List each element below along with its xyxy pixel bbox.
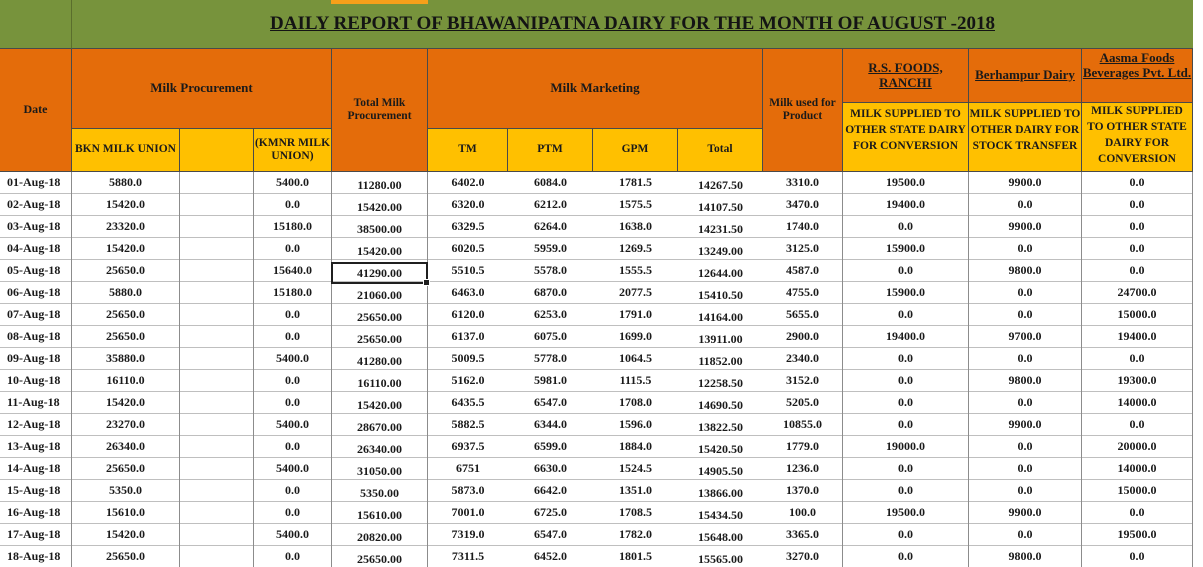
gpm-cell[interactable]: 1801.5 bbox=[619, 549, 652, 563]
gpm-cell[interactable]: 1596.0 bbox=[619, 417, 652, 431]
tm-cell[interactable]: 6020.5 bbox=[451, 241, 485, 255]
bkn-milk-union-cell[interactable]: 25650.0 bbox=[72, 304, 180, 326]
milk-used-for-product-cell[interactable]: 10855.0 bbox=[763, 414, 843, 436]
kmnr-milk-union-cell[interactable]: 5400.0 bbox=[254, 172, 332, 194]
ptm-cell[interactable]: 6547.0 bbox=[534, 527, 567, 541]
aasma-foods-cell[interactable]: 0.0 bbox=[1082, 216, 1193, 238]
total-cell[interactable]: 13822.50 bbox=[698, 420, 743, 434]
blank-cell[interactable] bbox=[180, 392, 254, 414]
date-cell[interactable]: 15-Aug-18 bbox=[0, 480, 72, 502]
kmnr-milk-union-cell[interactable]: 5400.0 bbox=[254, 458, 332, 480]
kmnr-milk-union-cell[interactable]: 0.0 bbox=[254, 502, 332, 524]
aasma-foods-cell[interactable]: 19300.0 bbox=[1082, 370, 1193, 392]
tm-cell[interactable]: 7319.0 bbox=[451, 527, 485, 541]
aasma-foods-header[interactable] bbox=[1082, 49, 1193, 103]
berhampur-dairy-cell[interactable]: 9800.0 bbox=[969, 260, 1082, 282]
total-cell[interactable]: 12644.00 bbox=[698, 266, 743, 280]
rs-foods-header[interactable] bbox=[843, 49, 969, 103]
bkn-milk-union-cell[interactable]: 15420.0 bbox=[72, 392, 180, 414]
table-row bbox=[0, 326, 1193, 348]
kmnr-milk-union-cell[interactable]: 5400.0 bbox=[254, 348, 332, 370]
bkn-milk-union-cell[interactable]: 25650.0 bbox=[72, 458, 180, 480]
date-cell[interactable]: 11-Aug-18 bbox=[0, 392, 72, 414]
total-milk-procurement-cell[interactable]: 25650.00 bbox=[332, 304, 428, 326]
tm-cell[interactable]: 6937.5 bbox=[451, 439, 485, 453]
rs-foods-cell[interactable]: 0.0 bbox=[843, 546, 969, 567]
total-milk-procurement-cell[interactable]: 20820.00 bbox=[332, 524, 428, 546]
report-title: DAILY REPORT OF BHAWANIPATNA DAIRY FOR THE MONTH OF AUGUST -2018 bbox=[270, 13, 995, 35]
total-cell[interactable]: 14905.50 bbox=[698, 464, 743, 478]
bkn-milk-union-cell[interactable]: 5880.0 bbox=[72, 282, 180, 304]
gpm-cell[interactable]: 1708.0 bbox=[619, 395, 652, 409]
berhampur-dairy-cell[interactable]: 9900.0 bbox=[969, 172, 1082, 194]
blank-cell[interactable] bbox=[180, 458, 254, 480]
date-cell[interactable]: 08-Aug-18 bbox=[0, 326, 72, 348]
aasma-foods-cell[interactable]: 0.0 bbox=[1082, 502, 1193, 524]
aasma-foods-cell[interactable]: 0.0 bbox=[1082, 194, 1193, 216]
milk-marketing-label: Milk Marketing bbox=[550, 80, 640, 96]
bkn-milk-union-label: BKN MILK UNION bbox=[75, 143, 176, 156]
milk-used-for-product-cell[interactable]: 3125.0 bbox=[763, 238, 843, 260]
aasma-foods-sublabel: MILK SUPPLIED TO OTHER STATE DAIRY FOR CONVERSION bbox=[1087, 105, 1187, 166]
table-row bbox=[0, 172, 1193, 194]
rs-foods-cell[interactable]: 0.0 bbox=[843, 480, 969, 502]
bkn-milk-union-cell[interactable]: 5880.0 bbox=[72, 172, 180, 194]
date-cell[interactable]: 06-Aug-18 bbox=[0, 282, 72, 304]
aasma-foods-cell[interactable]: 14000.0 bbox=[1082, 392, 1193, 414]
rs-foods-sublabel: MILK SUPPLIED TO OTHER STATE DAIRY FOR CONVERSION bbox=[845, 108, 966, 153]
kmnr-milk-union-cell[interactable]: 0.0 bbox=[254, 326, 332, 348]
total-milk-procurement-cell[interactable]: 41280.00 bbox=[332, 348, 428, 370]
kmnr-milk-union-cell[interactable]: 0.0 bbox=[254, 194, 332, 216]
berhampur-dairy-cell[interactable]: 0.0 bbox=[969, 480, 1082, 502]
total-milk-procurement-header[interactable] bbox=[332, 49, 428, 172]
bkn-milk-union-cell[interactable]: 25650.0 bbox=[72, 326, 180, 348]
berhampur-dairy-cell[interactable]: 9900.0 bbox=[969, 414, 1082, 436]
bkn-milk-union-cell[interactable]: 25650.0 bbox=[72, 260, 180, 282]
berhampur-dairy-cell[interactable]: 0.0 bbox=[969, 348, 1082, 370]
tm-cell[interactable]: 5882.5 bbox=[451, 417, 485, 431]
date-cell[interactable]: 05-Aug-18 bbox=[0, 260, 72, 282]
berhampur-dairy-cell[interactable]: 9700.0 bbox=[969, 326, 1082, 348]
tm-cell[interactable]: 5510.5 bbox=[451, 263, 485, 277]
milk-procurement-header[interactable] bbox=[72, 49, 332, 129]
aasma-foods-cell[interactable]: 24700.0 bbox=[1082, 282, 1193, 304]
bkn-milk-union-cell[interactable]: 26340.0 bbox=[72, 436, 180, 458]
rs-foods-cell[interactable]: 15900.0 bbox=[843, 238, 969, 260]
kmnr-milk-union-cell[interactable]: 5400.0 bbox=[254, 414, 332, 436]
berhampur-dairy-subheader[interactable] bbox=[969, 103, 1082, 172]
rs-foods-cell[interactable]: 0.0 bbox=[843, 458, 969, 480]
aasma-foods-label: Aasma Foods Beverages Pvt. Ltd. bbox=[1082, 50, 1192, 80]
table-row bbox=[0, 216, 1193, 238]
blank-cell[interactable] bbox=[180, 480, 254, 502]
rs-foods-subheader[interactable] bbox=[843, 103, 969, 172]
bkn-milk-union-cell[interactable]: 5350.0 bbox=[72, 480, 180, 502]
blank-cell[interactable] bbox=[180, 238, 254, 260]
ptm-cell[interactable]: 6642.0 bbox=[534, 483, 567, 497]
blank-cell[interactable] bbox=[180, 436, 254, 458]
total-milk-procurement-label: Total Milk Procurement bbox=[347, 96, 412, 122]
total-cell[interactable]: 12258.50 bbox=[698, 376, 743, 390]
ptm-header[interactable] bbox=[508, 129, 593, 172]
aasma-foods-cell[interactable]: 0.0 bbox=[1082, 260, 1193, 282]
gpm-cell[interactable]: 1781.5 bbox=[619, 175, 652, 189]
total-cell[interactable]: 13249.00 bbox=[698, 244, 743, 258]
gpm-cell[interactable]: 1638.0 bbox=[619, 219, 652, 233]
milk-used-for-product-label: Milk used for Product bbox=[769, 96, 836, 122]
aasma-foods-cell[interactable]: 19400.0 bbox=[1082, 326, 1193, 348]
blank-cell[interactable] bbox=[180, 326, 254, 348]
rs-foods-cell[interactable]: 19400.0 bbox=[843, 194, 969, 216]
berhampur-dairy-cell[interactable]: 0.0 bbox=[969, 436, 1082, 458]
date-cell[interactable]: 16-Aug-18 bbox=[0, 502, 72, 524]
kmnr-milk-union-header[interactable] bbox=[254, 129, 332, 172]
milk-procurement-label: Milk Procurement bbox=[150, 80, 253, 96]
berhampur-dairy-cell[interactable]: 9900.0 bbox=[969, 216, 1082, 238]
berhampur-dairy-cell[interactable]: 9800.0 bbox=[969, 546, 1082, 567]
gpm-cell[interactable]: 1791.0 bbox=[619, 307, 652, 321]
kmnr-milk-union-label: (KMNR MILK UNION) bbox=[254, 136, 331, 162]
gpm-cell[interactable]: 1708.5 bbox=[619, 505, 652, 519]
table-row bbox=[0, 546, 1193, 567]
procurement-blank-header[interactable] bbox=[180, 129, 254, 172]
kmnr-milk-union-cell[interactable]: 5400.0 bbox=[254, 524, 332, 546]
aasma-foods-cell[interactable]: 19500.0 bbox=[1082, 524, 1193, 546]
rs-foods-cell[interactable]: 15900.0 bbox=[843, 282, 969, 304]
milk-used-for-product-cell[interactable]: 100.0 bbox=[763, 502, 843, 524]
gpm-cell[interactable]: 1555.5 bbox=[619, 263, 652, 277]
milk-used-for-product-cell[interactable]: 3270.0 bbox=[763, 546, 843, 567]
date-cell[interactable]: 10-Aug-18 bbox=[0, 370, 72, 392]
selected-title-cell-marker bbox=[331, 0, 428, 4]
gpm-header[interactable] bbox=[593, 129, 678, 172]
total-cell[interactable]: 11852.00 bbox=[698, 354, 743, 368]
blank-cell[interactable] bbox=[180, 502, 254, 524]
bkn-milk-union-cell[interactable]: 15420.0 bbox=[72, 524, 180, 546]
ptm-cell[interactable]: 6212.0 bbox=[534, 197, 567, 211]
blank-cell[interactable] bbox=[180, 260, 254, 282]
tm-cell[interactable]: 6120.0 bbox=[451, 307, 485, 321]
berhampur-dairy-cell[interactable]: 0.0 bbox=[969, 282, 1082, 304]
kmnr-milk-union-cell[interactable]: 15180.0 bbox=[254, 282, 332, 304]
total-label: Total bbox=[707, 143, 733, 156]
milk-used-for-product-cell[interactable]: 1370.0 bbox=[763, 480, 843, 502]
aasma-foods-cell[interactable]: 0.0 bbox=[1082, 172, 1193, 194]
total-cell[interactable]: 14690.50 bbox=[698, 398, 743, 412]
ptm-cell[interactable]: 6547.0 bbox=[534, 395, 567, 409]
gpm-cell[interactable]: 2077.5 bbox=[619, 285, 652, 299]
ptm-cell[interactable]: 5981.0 bbox=[534, 373, 567, 387]
kmnr-milk-union-cell[interactable]: 0.0 bbox=[254, 436, 332, 458]
total-cell[interactable]: 15565.00 bbox=[698, 552, 743, 566]
rs-foods-cell[interactable]: 0.0 bbox=[843, 304, 969, 326]
berhampur-dairy-cell[interactable]: 0.0 bbox=[969, 524, 1082, 546]
total-milk-procurement-cell[interactable]: 41290.00 bbox=[332, 260, 428, 282]
ptm-cell[interactable]: 6084.0 bbox=[534, 175, 567, 189]
date-cell[interactable]: 07-Aug-18 bbox=[0, 304, 72, 326]
milk-used-for-product-cell[interactable]: 4755.0 bbox=[763, 282, 843, 304]
aasma-foods-cell[interactable]: 0.0 bbox=[1082, 238, 1193, 260]
rs-foods-cell[interactable]: 0.0 bbox=[843, 260, 969, 282]
total-cell[interactable]: 14164.00 bbox=[698, 310, 743, 324]
aasma-foods-cell[interactable]: 14000.0 bbox=[1082, 458, 1193, 480]
berhampur-dairy-sublabel: MILK SUPPLIED TO OTHER DAIRY FOR STOCK TRANSFER bbox=[969, 108, 1081, 153]
rs-foods-cell[interactable]: 0.0 bbox=[843, 348, 969, 370]
milk-used-for-product-cell[interactable]: 4587.0 bbox=[763, 260, 843, 282]
total-cell[interactable]: 15434.50 bbox=[698, 508, 743, 522]
rs-foods-cell[interactable]: 19500.0 bbox=[843, 502, 969, 524]
kmnr-milk-union-cell[interactable]: 15640.0 bbox=[254, 260, 332, 282]
total-cell[interactable]: 15420.50 bbox=[698, 442, 743, 456]
ptm-label: PTM bbox=[537, 143, 563, 156]
date-header[interactable] bbox=[0, 49, 72, 172]
bkn-milk-union-cell[interactable]: 15420.0 bbox=[72, 238, 180, 260]
blank-cell[interactable] bbox=[180, 216, 254, 238]
tm-cell[interactable]: 6329.5 bbox=[451, 219, 485, 233]
total-cell[interactable]: 14231.50 bbox=[698, 222, 743, 236]
tm-cell[interactable]: 6402.0 bbox=[451, 175, 485, 189]
date-cell[interactable]: 04-Aug-18 bbox=[0, 238, 72, 260]
berhampur-dairy-cell[interactable]: 0.0 bbox=[969, 304, 1082, 326]
ptm-cell[interactable]: 6344.0 bbox=[534, 417, 567, 431]
tm-label: TM bbox=[458, 143, 477, 156]
total-milk-procurement-cell[interactable]: 25650.00 bbox=[332, 546, 428, 567]
date-header-label: Date bbox=[23, 102, 48, 117]
tm-cell[interactable]: 5873.0 bbox=[451, 483, 485, 497]
bkn-milk-union-cell[interactable]: 16110.0 bbox=[72, 370, 180, 392]
gpm-label: GPM bbox=[621, 143, 649, 156]
total-milk-procurement-cell[interactable]: 11280.00 bbox=[332, 172, 428, 194]
total-milk-procurement-cell[interactable]: 38500.00 bbox=[332, 216, 428, 238]
aasma-foods-cell[interactable]: 0.0 bbox=[1082, 348, 1193, 370]
title-corner-cell[interactable] bbox=[0, 0, 72, 49]
blank-cell[interactable] bbox=[180, 194, 254, 216]
date-cell[interactable]: 01-Aug-18 bbox=[0, 172, 72, 194]
tm-header[interactable] bbox=[428, 129, 508, 172]
date-cell[interactable]: 12-Aug-18 bbox=[0, 414, 72, 436]
date-cell[interactable]: 02-Aug-18 bbox=[0, 194, 72, 216]
berhampur-dairy-cell[interactable]: 0.0 bbox=[969, 238, 1082, 260]
rs-foods-cell[interactable]: 19500.0 bbox=[843, 172, 969, 194]
milk-used-for-product-cell[interactable]: 5205.0 bbox=[763, 392, 843, 414]
aasma-foods-cell[interactable]: 20000.0 bbox=[1082, 436, 1193, 458]
aasma-foods-subheader[interactable] bbox=[1082, 103, 1193, 172]
berhampur-dairy-cell[interactable]: 0.0 bbox=[969, 458, 1082, 480]
rs-foods-cell[interactable]: 0.0 bbox=[843, 216, 969, 238]
rs-foods-cell[interactable]: 0.0 bbox=[843, 524, 969, 546]
table-row bbox=[0, 348, 1193, 370]
total-milk-procurement-cell[interactable]: 28670.00 bbox=[332, 414, 428, 436]
table-row bbox=[0, 238, 1193, 260]
ptm-cell[interactable]: 5959.0 bbox=[534, 241, 567, 255]
tm-cell[interactable]: 5162.0 bbox=[451, 373, 485, 387]
table-row bbox=[0, 282, 1193, 304]
milk-used-for-product-cell[interactable]: 3365.0 bbox=[763, 524, 843, 546]
total-milk-procurement-cell[interactable]: 25650.00 bbox=[332, 326, 428, 348]
table-row bbox=[0, 436, 1193, 458]
tm-cell[interactable]: 6320.0 bbox=[451, 197, 485, 211]
tm-cell[interactable]: 7001.0 bbox=[451, 505, 485, 519]
milk-used-for-product-cell[interactable]: 3470.0 bbox=[763, 194, 843, 216]
berhampur-dairy-cell[interactable]: 9800.0 bbox=[969, 370, 1082, 392]
milk-used-for-product-header[interactable] bbox=[763, 49, 843, 172]
ptm-cell[interactable]: 6253.0 bbox=[534, 307, 567, 321]
aasma-foods-cell[interactable]: 15000.0 bbox=[1082, 480, 1193, 502]
kmnr-milk-union-cell[interactable]: 0.0 bbox=[254, 238, 332, 260]
total-milk-procurement-cell[interactable]: 15420.00 bbox=[332, 392, 428, 414]
total-header[interactable] bbox=[678, 129, 763, 172]
aasma-foods-cell[interactable]: 0.0 bbox=[1082, 546, 1193, 567]
total-milk-procurement-cell[interactable]: 26340.00 bbox=[332, 436, 428, 458]
milk-used-for-product-cell[interactable]: 2340.0 bbox=[763, 348, 843, 370]
blank-cell[interactable] bbox=[180, 304, 254, 326]
milk-used-for-product-cell[interactable]: 3152.0 bbox=[763, 370, 843, 392]
total-milk-procurement-cell[interactable]: 21060.00 bbox=[332, 282, 428, 304]
table-row bbox=[0, 524, 1193, 546]
table-row bbox=[0, 392, 1193, 414]
total-milk-procurement-cell[interactable]: 31050.00 bbox=[332, 458, 428, 480]
table-row bbox=[0, 502, 1193, 524]
kmnr-milk-union-cell[interactable]: 0.0 bbox=[254, 546, 332, 567]
bkn-milk-union-cell[interactable]: 23270.0 bbox=[72, 414, 180, 436]
ptm-cell[interactable]: 6264.0 bbox=[534, 219, 567, 233]
blank-cell[interactable] bbox=[180, 546, 254, 567]
bkn-milk-union-cell[interactable]: 35880.0 bbox=[72, 348, 180, 370]
total-cell[interactable]: 13866.00 bbox=[698, 486, 743, 500]
milk-used-for-product-cell[interactable]: 5655.0 bbox=[763, 304, 843, 326]
tm-cell[interactable]: 6435.5 bbox=[451, 395, 485, 409]
blank-cell[interactable] bbox=[180, 348, 254, 370]
milk-marketing-header[interactable] bbox=[428, 49, 763, 129]
gpm-cell[interactable]: 1782.0 bbox=[619, 527, 652, 541]
tm-cell[interactable]: 6463.0 bbox=[451, 285, 485, 299]
gpm-cell[interactable]: 1575.5 bbox=[619, 197, 652, 211]
aasma-foods-cell[interactable]: 0.0 bbox=[1082, 414, 1193, 436]
gpm-cell[interactable]: 1351.0 bbox=[619, 483, 652, 497]
rs-foods-cell[interactable]: 0.0 bbox=[843, 414, 969, 436]
table-row bbox=[0, 370, 1193, 392]
milk-used-for-product-cell[interactable]: 1779.0 bbox=[763, 436, 843, 458]
table-row bbox=[0, 458, 1193, 480]
ptm-cell[interactable]: 6725.0 bbox=[534, 505, 567, 519]
ptm-cell[interactable]: 6870.0 bbox=[534, 285, 567, 299]
total-milk-procurement-cell[interactable]: 15420.00 bbox=[332, 194, 428, 216]
berhampur-dairy-cell[interactable]: 0.0 bbox=[969, 194, 1082, 216]
rs-foods-label: R.S. FOODS, RANCHI bbox=[868, 59, 943, 90]
kmnr-milk-union-cell[interactable]: 0.0 bbox=[254, 370, 332, 392]
table-row bbox=[0, 260, 1193, 282]
berhampur-dairy-label: Berhampur Dairy bbox=[975, 67, 1075, 83]
milk-used-for-product-cell[interactable]: 3310.0 bbox=[763, 172, 843, 194]
bkn-milk-union-cell[interactable]: 15610.0 bbox=[72, 502, 180, 524]
bkn-milk-union-cell[interactable]: 15420.0 bbox=[72, 194, 180, 216]
rs-foods-cell[interactable]: 19000.0 bbox=[843, 436, 969, 458]
ptm-cell[interactable]: 5578.0 bbox=[534, 263, 567, 277]
total-cell[interactable]: 15410.50 bbox=[698, 288, 743, 302]
milk-used-for-product-cell[interactable]: 1236.0 bbox=[763, 458, 843, 480]
tm-cell[interactable]: 5009.5 bbox=[451, 351, 485, 365]
date-cell[interactable]: 03-Aug-18 bbox=[0, 216, 72, 238]
bkn-milk-union-cell[interactable]: 23320.0 bbox=[72, 216, 180, 238]
rs-foods-cell[interactable]: 0.0 bbox=[843, 392, 969, 414]
date-cell[interactable]: 09-Aug-18 bbox=[0, 348, 72, 370]
gpm-cell[interactable]: 1884.0 bbox=[619, 439, 652, 453]
date-cell[interactable]: 17-Aug-18 bbox=[0, 524, 72, 546]
total-cell[interactable]: 13911.00 bbox=[698, 332, 743, 346]
gpm-cell[interactable]: 1524.5 bbox=[619, 461, 652, 475]
kmnr-milk-union-cell[interactable]: 0.0 bbox=[254, 304, 332, 326]
milk-used-for-product-cell[interactable]: 2900.0 bbox=[763, 326, 843, 348]
table-row bbox=[0, 480, 1193, 502]
ptm-cell[interactable]: 6599.0 bbox=[534, 439, 567, 453]
bkn-milk-union-cell[interactable]: 25650.0 bbox=[72, 546, 180, 567]
rs-foods-cell[interactable]: 0.0 bbox=[843, 370, 969, 392]
tm-cell[interactable]: 6751 bbox=[456, 461, 480, 475]
kmnr-milk-union-cell[interactable]: 0.0 bbox=[254, 480, 332, 502]
gpm-cell[interactable]: 1064.5 bbox=[619, 351, 652, 365]
total-cell[interactable]: 14267.50 bbox=[698, 178, 743, 192]
kmnr-milk-union-cell[interactable]: 15180.0 bbox=[254, 216, 332, 238]
tm-cell[interactable]: 6137.0 bbox=[451, 329, 485, 343]
total-cell[interactable]: 14107.50 bbox=[698, 200, 743, 214]
table-row bbox=[0, 414, 1193, 436]
blank-cell[interactable] bbox=[180, 172, 254, 194]
date-cell[interactable]: 13-Aug-18 bbox=[0, 436, 72, 458]
total-milk-procurement-cell[interactable]: 15420.00 bbox=[332, 238, 428, 260]
ptm-cell[interactable]: 6075.0 bbox=[534, 329, 567, 343]
tm-cell[interactable]: 7311.5 bbox=[451, 549, 485, 563]
gpm-cell[interactable]: 1699.0 bbox=[619, 329, 652, 343]
kmnr-milk-union-cell[interactable]: 0.0 bbox=[254, 392, 332, 414]
blank-cell[interactable] bbox=[180, 414, 254, 436]
date-cell[interactable]: 14-Aug-18 bbox=[0, 458, 72, 480]
total-milk-procurement-cell[interactable]: 16110.00 bbox=[332, 370, 428, 392]
blank-cell[interactable] bbox=[180, 282, 254, 304]
bkn-milk-union-header[interactable] bbox=[72, 129, 180, 172]
berhampur-dairy-header[interactable] bbox=[969, 49, 1082, 103]
aasma-foods-cell[interactable]: 15000.0 bbox=[1082, 304, 1193, 326]
title-cell[interactable] bbox=[72, 0, 1193, 49]
milk-used-for-product-cell[interactable]: 1740.0 bbox=[763, 216, 843, 238]
blank-cell[interactable] bbox=[180, 524, 254, 546]
total-milk-procurement-cell[interactable]: 15610.00 bbox=[332, 502, 428, 524]
rs-foods-cell[interactable]: 19400.0 bbox=[843, 326, 969, 348]
blank-cell[interactable] bbox=[180, 370, 254, 392]
ptm-cell[interactable]: 6452.0 bbox=[534, 549, 567, 563]
total-milk-procurement-cell[interactable]: 5350.00 bbox=[332, 480, 428, 502]
table-row bbox=[0, 194, 1193, 216]
gpm-cell[interactable]: 1269.5 bbox=[619, 241, 652, 255]
total-cell[interactable]: 15648.00 bbox=[698, 530, 743, 544]
active-cell-selection[interactable] bbox=[331, 262, 428, 284]
ptm-cell[interactable]: 5778.0 bbox=[534, 351, 567, 365]
ptm-cell[interactable]: 6630.0 bbox=[534, 461, 567, 475]
date-cell[interactable]: 18-Aug-18 bbox=[0, 546, 72, 567]
berhampur-dairy-cell[interactable]: 9900.0 bbox=[969, 502, 1082, 524]
gpm-cell[interactable]: 1115.5 bbox=[619, 373, 652, 387]
table-row bbox=[0, 304, 1193, 326]
berhampur-dairy-cell[interactable]: 0.0 bbox=[969, 392, 1082, 414]
